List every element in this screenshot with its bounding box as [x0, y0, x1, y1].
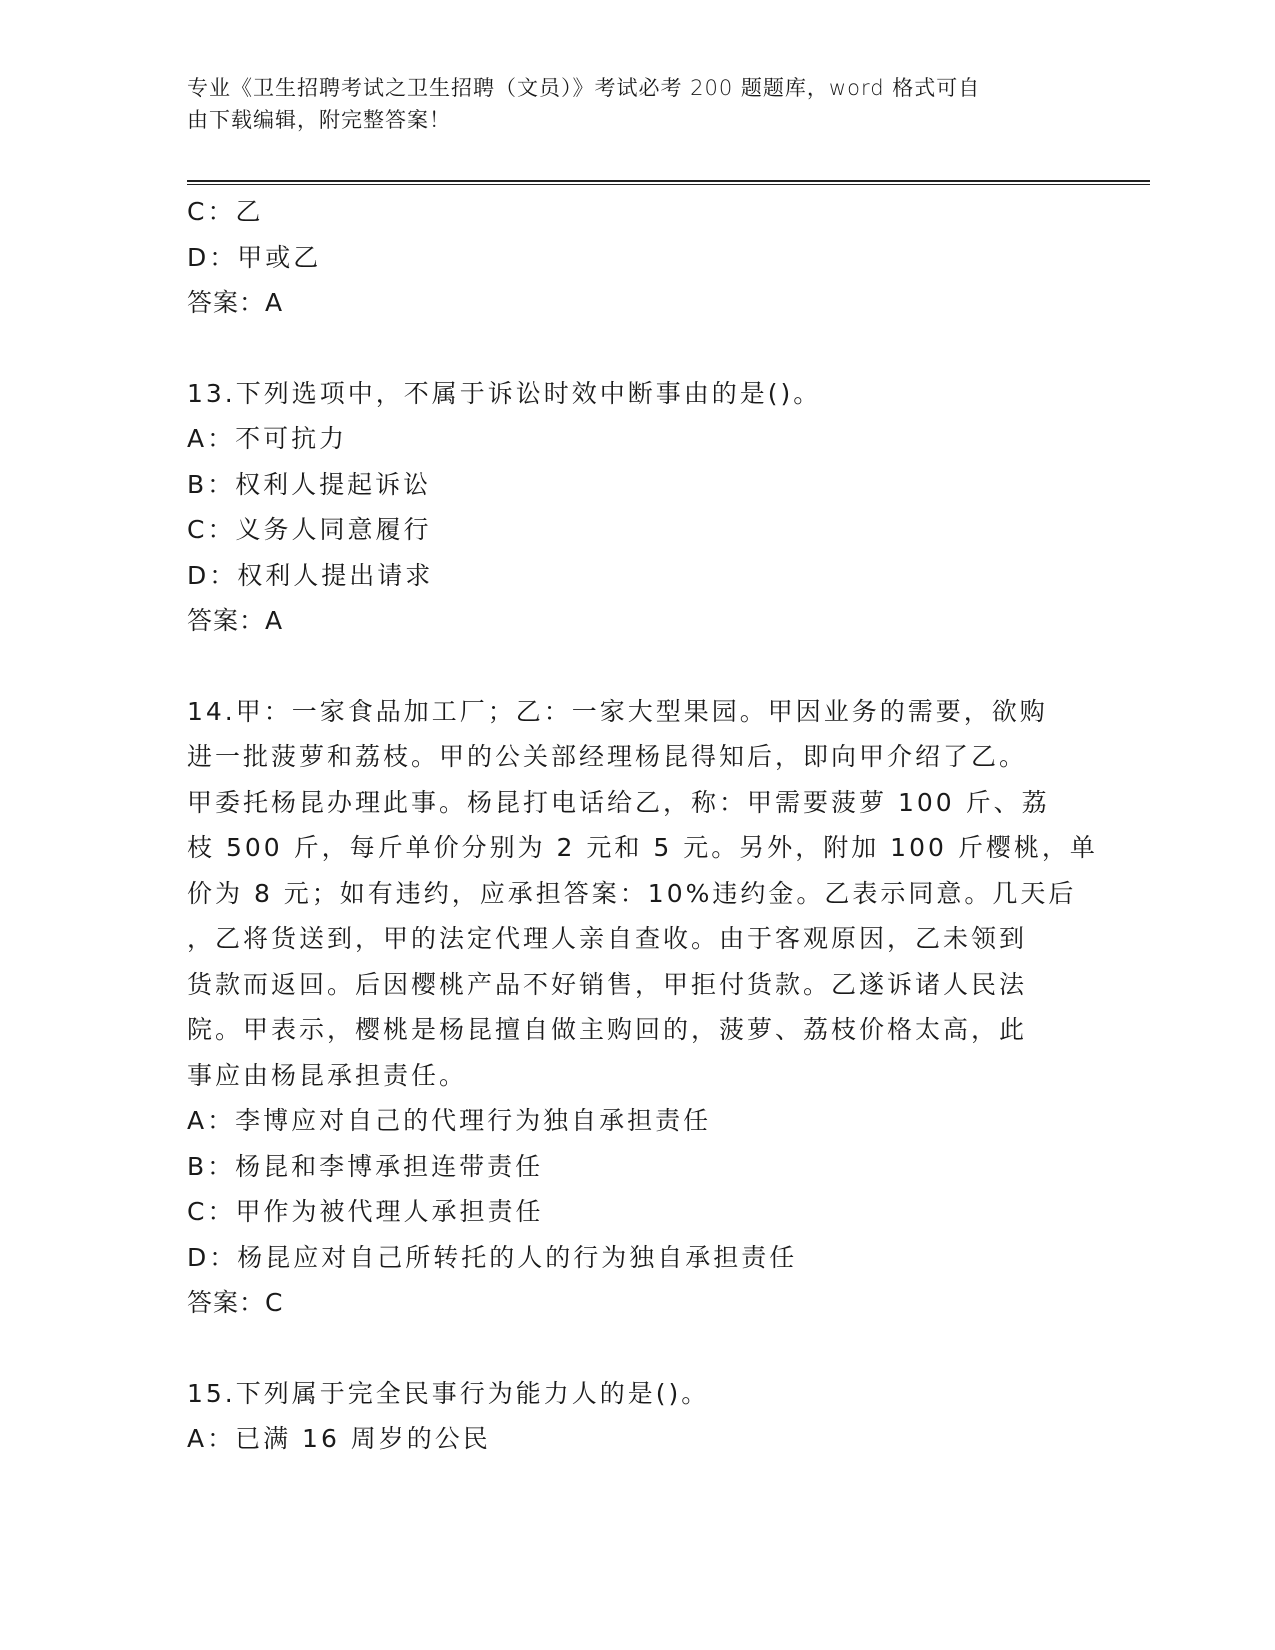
- option-a: A：不可抗力: [187, 424, 348, 453]
- spacer: [187, 326, 1087, 371]
- question-stem: 15.下列属于完全民事行为能力人的是()。: [187, 1378, 710, 1408]
- question-12-tail: [187, 189, 1087, 326]
- answer: 答案：A: [187, 606, 284, 635]
- option-c: C：义务人同意履行: [187, 515, 432, 544]
- stem-line: 甲委托杨昆办理此事。杨昆打电话给乙，称：甲需要菠萝 100 斤、荔: [187, 787, 1050, 817]
- question-15: [187, 1371, 1087, 1462]
- header-rule-thin: [187, 184, 1150, 185]
- header-line-1: 专业《卫生招聘考试之卫生招聘（文员）》考试必考 200 题题库，word 格式可自: [187, 76, 981, 100]
- question-stem: [187, 689, 1098, 1099]
- option-b: B：权利人提起诉讼: [187, 469, 432, 499]
- stem-line: 进一批菠萝和荔枝。甲的公关部经理杨昆得知后，即向甲介绍了乙。: [187, 742, 1028, 771]
- answer: 答案：A: [187, 288, 284, 317]
- option-d: D：甲或乙: [187, 242, 322, 272]
- header-rule-thick: [187, 180, 1150, 182]
- spacer: [187, 1326, 1087, 1371]
- stem-line: 14.甲：一家食品加工厂；乙：一家大型果园。甲因业务的需要，欲购: [187, 696, 1048, 726]
- stem-line: 货款而返回。后因樱桃产品不好销售，甲拒付货款。乙遂诉诸人民法: [187, 969, 1028, 999]
- stem-line: ，乙将货送到，甲的法定代理人亲自查收。由于客观原因，乙未领到: [187, 924, 1028, 953]
- option-d: D：权利人提出请求: [187, 560, 434, 590]
- answer: 答案：C: [187, 1288, 284, 1317]
- document-body: [187, 189, 1098, 1462]
- option-c: C：甲作为被代理人承担责任: [187, 1197, 544, 1226]
- option-d: D：杨昆应对自己所转托的人的行为独自承担责任: [187, 1242, 798, 1272]
- option-a: A：已满 16 周岁的公民: [187, 1424, 491, 1453]
- option-c: C：乙: [187, 197, 264, 226]
- option-a: A：李博应对自己的代理行为独自承担责任: [187, 1106, 712, 1135]
- header-line-2: 由下载编辑，附完整答案！: [187, 108, 451, 132]
- stem-line: 院。甲表示，樱桃是杨昆擅自做主购回的，菠萝、荔枝价格太高，此: [187, 1015, 1028, 1044]
- page-header: [187, 72, 1067, 136]
- stem-line: 价为 8 元；如有违约，应承担答案：10%违约金。乙表示同意。几天后: [187, 878, 1077, 908]
- option-b: B：杨昆和李博承担连带责任: [187, 1151, 544, 1181]
- stem-line: 枝 500 斤，每斤单价分别为 2 元和 5 元。另外，附加 100 斤樱桃，单: [187, 833, 1098, 862]
- question-13: [187, 371, 1087, 644]
- question-14: [187, 689, 1098, 1326]
- question-stem: 13.下列选项中，不属于诉讼时效中断事由的是()。: [187, 378, 822, 408]
- stem-line: 事应由杨昆承担责任。: [187, 1060, 468, 1090]
- spacer: [187, 644, 1087, 689]
